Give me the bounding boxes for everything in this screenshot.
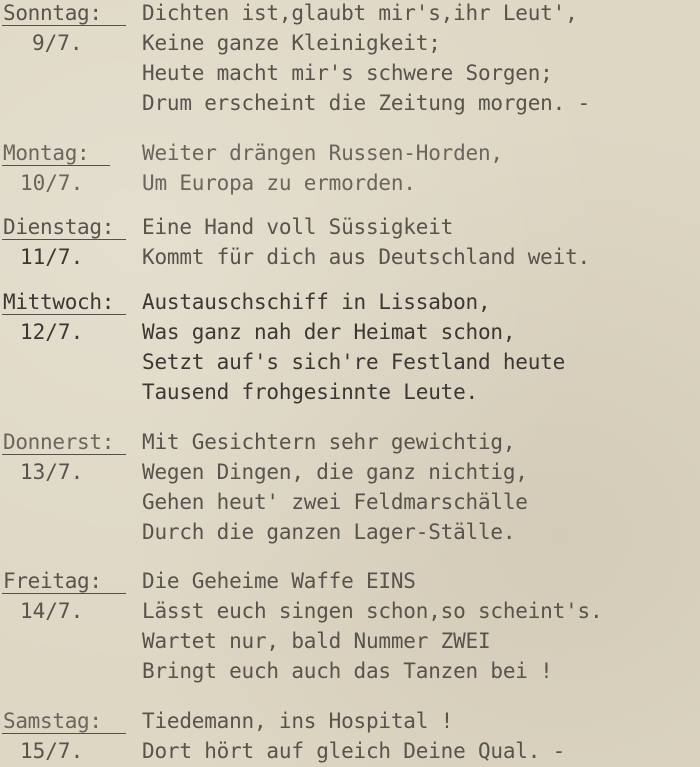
day-underline xyxy=(2,454,126,455)
date-label: 11/7. xyxy=(20,245,84,269)
verse-line: Tiedemann, ins Hospital ! xyxy=(142,709,454,733)
date-label: 13/7. xyxy=(20,460,84,484)
verse-line: Mit Gesichtern sehr gewichtig, xyxy=(142,430,516,454)
verse xyxy=(142,427,528,547)
verse-line: Weiter drängen Russen-Horden, xyxy=(142,141,503,165)
verse-line: Drum erscheint die Zeitung morgen. - xyxy=(142,91,590,115)
verse xyxy=(142,212,590,272)
date-label: 14/7. xyxy=(20,599,84,623)
verse-line: Dichten ist,glaubt mir's,ihr Leut', xyxy=(142,1,578,25)
verse-line: Bringt euch auch das Tanzen bei ! xyxy=(142,659,553,683)
verse-line: Wartet nur, bald Nummer ZWEI xyxy=(142,629,491,653)
verse-line: Heute macht mir's schwere Sorgen; xyxy=(142,61,553,85)
day-underline xyxy=(2,314,126,315)
day-underline xyxy=(2,25,126,26)
date-label: 9/7. xyxy=(32,31,83,55)
verse-line: Eine Hand voll Süssigkeit xyxy=(142,215,454,239)
day-label: Montag: xyxy=(3,141,90,165)
verse-line: Keine ganze Kleinigkeit; xyxy=(142,31,441,55)
day-label: Samstag: xyxy=(3,709,102,733)
verse-line: Die Geheime Waffe EINS xyxy=(142,569,416,593)
day-label: Freitag: xyxy=(3,569,102,593)
day-label: Mittwoch: xyxy=(3,290,115,314)
verse xyxy=(142,138,503,198)
verse-line: Durch die ganzen Lager-Ställe. xyxy=(142,520,516,544)
verse-line: Gehen heut' zwei Feldmarschälle xyxy=(142,490,528,514)
day-underline xyxy=(2,733,126,734)
day-underline xyxy=(2,239,126,240)
day-underline xyxy=(2,165,110,166)
day-label: Dienstag: xyxy=(3,215,115,239)
verse-line: Tausend frohgesinnte Leute. xyxy=(142,380,478,404)
verse-line: Dort hört auf gleich Deine Qual. - xyxy=(142,739,566,763)
verse-line: Was ganz nah der Heimat schon, xyxy=(142,320,516,344)
day-label: Donnerst: xyxy=(3,430,115,454)
date-label: 15/7. xyxy=(20,739,84,763)
verse xyxy=(142,566,602,686)
day-underline xyxy=(2,593,126,594)
verse xyxy=(142,287,565,407)
verse-line: Um Europa zu ermorden. xyxy=(142,171,416,195)
verse-line: Lässt euch singen schon,so scheint's. xyxy=(142,599,603,623)
verse-line: Austauschschiff in Lissabon, xyxy=(142,290,491,314)
verse xyxy=(142,706,565,766)
date-label: 10/7. xyxy=(20,171,84,195)
verse xyxy=(142,0,590,118)
verse-line: Kommt für dich aus Deutschland weit. xyxy=(142,245,590,269)
verse-line: Setzt auf's sich're Festland heute xyxy=(142,350,566,374)
day-label: Sonntag: xyxy=(3,1,102,25)
date-label: 12/7. xyxy=(20,320,84,344)
verse-line: Wegen Dingen, die ganz nichtig, xyxy=(142,460,528,484)
